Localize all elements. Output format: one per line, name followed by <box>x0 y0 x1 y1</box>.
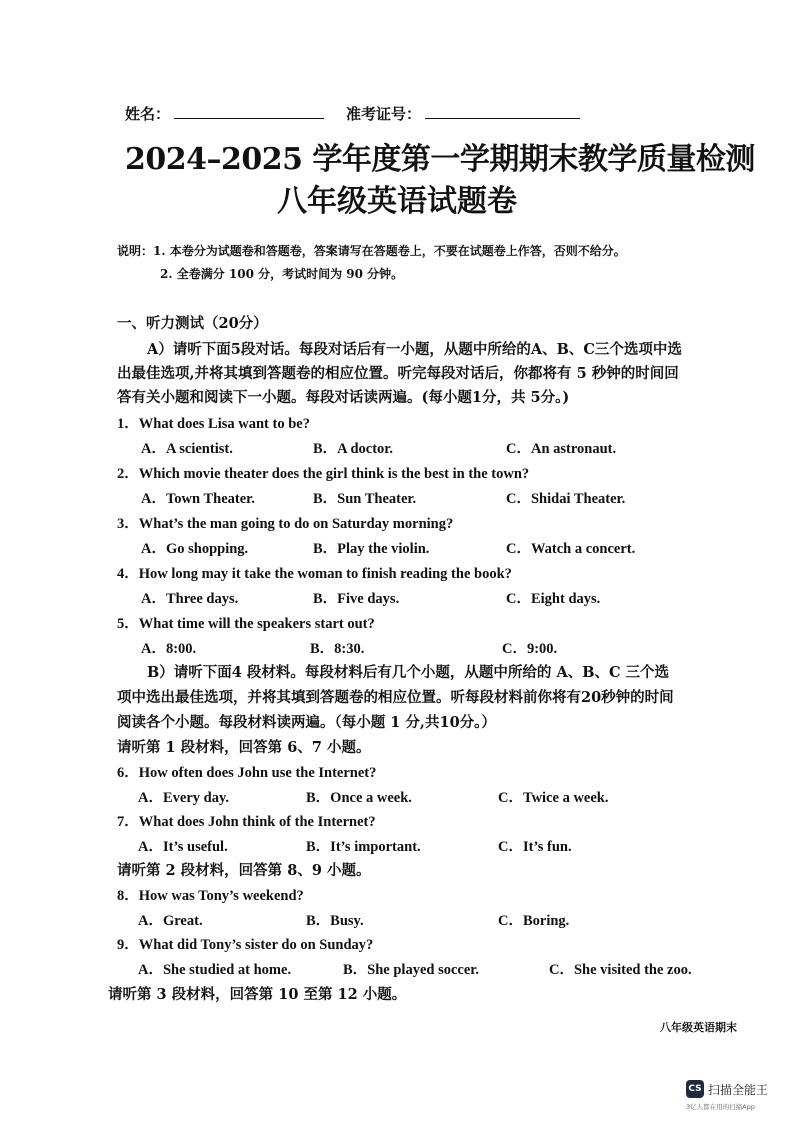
q2-option-c: C．Shidai Theater. <box>506 491 626 507</box>
q1-option-a: A．A scientist. <box>141 441 233 457</box>
material-1-instruction: 请听第 1 段材料，回答第 6、7 小题。 <box>117 739 371 756</box>
q3-option-a: A．Go shopping. <box>141 541 249 557</box>
question-8: 8．How was Tony’s weekend? <box>117 888 304 904</box>
question-5: 5．What time will the speakers start out? <box>117 616 375 632</box>
part-a-intro-2: 出最佳选项,并将其填到答题卷的相应位置。听完每段对话后，你都将有 5 秒钟的时间回 <box>117 365 679 382</box>
exam-number-blank[interactable] <box>425 104 580 119</box>
exam-title: 2024–2025 学年度第一学期期末教学质量检测 <box>125 142 755 177</box>
q8-option-c: C．Boring. <box>498 913 570 929</box>
q4-option-c: C．Eight days. <box>506 591 601 607</box>
exam-subtitle: 八年级英语试题卷 <box>277 184 517 219</box>
q4-option-b: B．Five days. <box>313 591 400 607</box>
q2-option-b: B．Sun Theater. <box>313 491 417 507</box>
q5-option-a: A．8:00. <box>141 641 197 657</box>
instructions-line-2: 2. 全卷满分 100 分，考试时间为 90 分钟。 <box>160 267 404 281</box>
q5-option-b: B．8:30. <box>310 641 365 657</box>
part-a-intro-3: 答有关小题和阅读下一小题。每段对话读两遍。(每小题1分，共 5分。) <box>117 389 570 406</box>
q6-option-b: B．Once a week. <box>306 790 412 806</box>
question-1: 1．What does Lisa want to be? <box>117 416 310 432</box>
q2-option-a: A．Town Theater. <box>141 491 255 507</box>
question-2: 2．Which movie theater does the girl think is the best in the town? <box>117 466 530 482</box>
question-3: 3．What’s the man going to do on Saturday morning? <box>117 516 454 532</box>
material-3-instruction: 请听第 3 段材料，回答第 10 至第 12 小题。 <box>108 986 407 1003</box>
scanner-watermark <box>686 1080 786 1116</box>
q4-option-a: A．Three days. <box>141 591 239 607</box>
scanner-app-name: 扫描全能王 <box>708 1083 769 1097</box>
q1-option-c: C．An astronaut. <box>506 441 617 457</box>
q3-option-c: C．Watch a concert. <box>506 541 636 557</box>
q9-option-a: A．She studied at home. <box>138 962 292 978</box>
part-b-intro-2: 项中选出最佳选项，并将其填到答题卷的相应位置。听每段材料前你将有20秒钟的时间 <box>117 689 674 706</box>
q1-option-b: B．A doctor. <box>313 441 394 457</box>
name-blank[interactable] <box>174 104 324 119</box>
part-b-intro-3: 阅读各个小题。每段材料读两遍。（每小题 1 分,共10分。） <box>117 714 496 731</box>
question-9: 9．What did Tony’s sister do on Sunday? <box>117 937 374 953</box>
q9-option-c: C．She visited the zoo. <box>549 962 692 978</box>
name-label: 姓名： <box>125 105 171 123</box>
q3-option-b: B．Play the violin. <box>313 541 430 557</box>
question-4: 4．How long may it take the woman to finish reading the book? <box>117 566 512 582</box>
scanner-tagline: 3亿人都在用的扫描App <box>686 1103 755 1111</box>
q9-option-b: B．She played soccer. <box>343 962 480 978</box>
instructions-line-1: 说明：1. 本卷分为试题卷和答题卷，答案请写在答题卷上，不要在试题卷上作答，否则不给分。 <box>117 244 626 258</box>
section-heading-listening: 一、听力测试（20分） <box>117 315 268 332</box>
q7-option-c: C．It’s fun. <box>498 839 572 855</box>
q7-option-a: A．It’s useful. <box>138 839 228 855</box>
candidate-info-row <box>125 103 580 124</box>
question-6: 6．How often does John use the Internet? <box>117 765 377 781</box>
part-a-intro-1: A）请听下面5段对话。每段对话后有一小题，从题中所给的A、B、C三个选项中选 <box>147 341 682 358</box>
q5-option-c: C．9:00. <box>502 641 558 657</box>
page-footer: 八年级英语期末 <box>660 1021 737 1034</box>
q6-option-c: C．Twice a week. <box>498 790 609 806</box>
question-7: 7．What does John think of the Internet? <box>117 814 376 830</box>
exam-number-label: 准考证号： <box>346 105 422 123</box>
q8-option-b: B．Busy. <box>306 913 364 929</box>
material-2-instruction: 请听第 2 段材料，回答第 8、9 小题。 <box>117 862 371 879</box>
q7-option-b: B．It’s important. <box>306 839 421 855</box>
scanner-logo-icon: CS <box>686 1080 704 1098</box>
q6-option-a: A．Every day. <box>138 790 230 806</box>
q8-option-a: A．Great. <box>138 913 203 929</box>
part-b-intro-1: B）请听下面4 段材料。每段材料后有几个小题，从题中所给的 A、B、C 三个选 <box>147 664 670 681</box>
